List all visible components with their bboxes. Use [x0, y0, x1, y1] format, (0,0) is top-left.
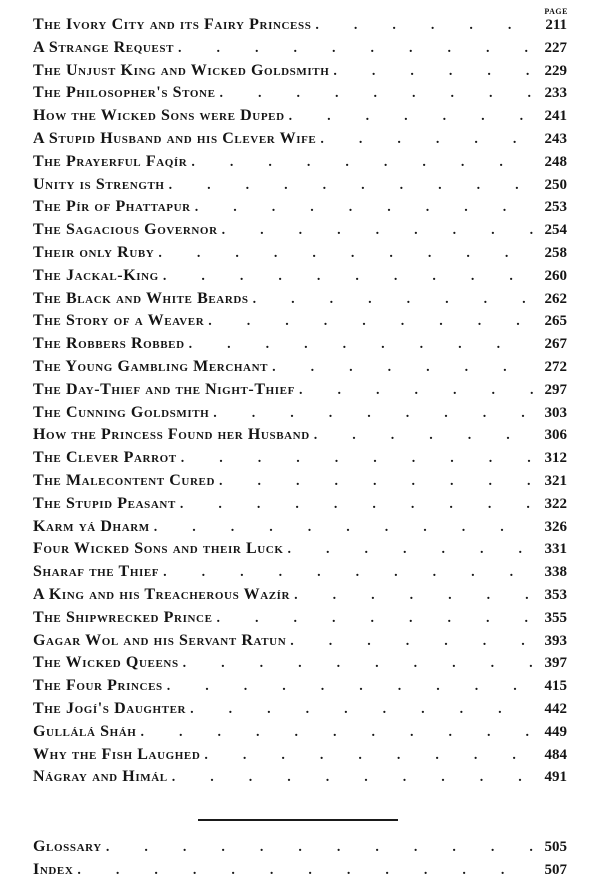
entry-page-number: 229 [544, 62, 567, 79]
dot-leader [219, 474, 533, 490]
toc-entry[interactable] [33, 176, 567, 199]
dot-leader [77, 863, 533, 879]
toc-entry[interactable] [33, 84, 567, 107]
dot-leader [195, 200, 533, 216]
toc-entry[interactable] [33, 335, 567, 358]
entry-page-number: 250 [544, 176, 567, 193]
entry-page-number: 260 [544, 267, 567, 284]
dot-leader [289, 109, 533, 125]
entry-title: The Story of a Weaver [33, 312, 205, 330]
section-divider [198, 819, 398, 821]
entry-title: The Day-Thief and the Night-Thief [33, 380, 295, 398]
dot-leader [163, 565, 533, 581]
dot-leader [178, 41, 533, 57]
entry-page-number: 312 [544, 450, 567, 467]
dot-leader [314, 428, 533, 444]
entry-page-number: 449 [544, 723, 567, 740]
dot-leader [220, 86, 533, 102]
entry-page-number: 397 [544, 655, 567, 672]
dot-leader [217, 611, 533, 627]
toc-entry[interactable] [33, 404, 567, 427]
toc-entry[interactable] [33, 472, 567, 495]
entry-title: How the Wicked Sons were Duped [33, 107, 285, 125]
entry-page-number: 267 [544, 336, 567, 353]
entry-title: Unity is Strength [33, 175, 165, 193]
dot-leader [106, 840, 533, 856]
entry-title: A Stupid Husband and his Clever Wife [33, 129, 317, 147]
dot-leader [154, 520, 533, 536]
entry-page-number: 262 [544, 290, 567, 307]
dot-leader [288, 542, 533, 558]
toc-entry[interactable] [33, 290, 567, 313]
entry-page-number: 353 [544, 586, 567, 603]
entry-page-number: 297 [544, 381, 567, 398]
entry-page-number: 393 [544, 632, 567, 649]
dot-leader [299, 383, 533, 399]
dot-leader [222, 223, 533, 239]
entry-title: Nágray and Himál [33, 768, 168, 786]
entry-page-number: 338 [544, 564, 567, 581]
dot-leader [167, 679, 533, 695]
toc-entry[interactable] [33, 130, 567, 153]
toc-entry[interactable] [33, 609, 567, 632]
toc-entry[interactable] [33, 358, 567, 381]
dot-leader [320, 132, 533, 148]
toc-entry[interactable] [33, 221, 567, 244]
entry-title: The Wicked Queens [33, 654, 179, 672]
entry-title: A King and his Treacherous Wazír [33, 585, 291, 603]
entry-title: How the Princess Found her Husband [33, 426, 310, 444]
toc-entry[interactable] [33, 153, 567, 176]
dot-leader [181, 451, 533, 467]
entry-title: Why the Fish Laughed [33, 745, 201, 763]
page-column-label: PAGE [544, 7, 568, 16]
entry-page-number: 248 [544, 153, 567, 170]
entry-title: Glossary [33, 838, 102, 855]
toc-entry[interactable] [33, 39, 567, 62]
toc-entry[interactable] [33, 449, 567, 472]
toc-entry[interactable] [33, 518, 567, 541]
entry-page-number: 491 [544, 769, 567, 786]
dot-leader [208, 314, 533, 330]
back-matter-entry[interactable] [33, 838, 567, 861]
entry-title: The Unjust King and Wicked Goldsmith [33, 61, 330, 79]
dot-leader [204, 748, 533, 764]
entry-page-number: 254 [544, 222, 567, 239]
dot-leader [253, 292, 533, 308]
toc-entry[interactable] [33, 540, 567, 563]
entry-title: Their only Ruby [33, 243, 155, 261]
entry-title: The Cunning Goldsmith [33, 403, 210, 421]
toc-entry[interactable] [33, 563, 567, 586]
dot-leader [315, 18, 533, 34]
toc-entry[interactable] [33, 586, 567, 609]
entry-page-number: 258 [544, 244, 567, 261]
contents-list [33, 16, 567, 791]
entry-title: The Sagacious Governor [33, 221, 218, 239]
entry-page-number: 243 [544, 130, 567, 147]
dot-leader [272, 360, 533, 376]
entry-page-number: 303 [544, 404, 567, 421]
dot-leader [190, 702, 533, 718]
entry-title: Gullálá Sháh [33, 722, 137, 740]
dot-leader [140, 725, 533, 741]
entry-title: The Malecontent Cured [33, 471, 216, 489]
dot-leader [163, 269, 533, 285]
entry-page-number: 265 [544, 313, 567, 330]
entry-title: The Prayerful Faqír [33, 152, 188, 170]
entry-page-number: 233 [544, 85, 567, 102]
entry-title: Gagar Wol and his Servant Ratun [33, 631, 287, 649]
back-matter-entry[interactable] [33, 861, 567, 884]
dot-leader [294, 588, 533, 604]
toc-entry[interactable] [33, 632, 567, 655]
entry-page-number: 227 [544, 39, 567, 56]
toc-entry[interactable] [33, 677, 567, 700]
entry-page-number: 321 [544, 472, 567, 489]
entry-page-number: 415 [544, 678, 567, 695]
entry-title: The Clever Parrot [33, 449, 177, 467]
entry-page-number: 322 [544, 495, 567, 512]
dot-leader [213, 406, 533, 422]
toc-entry[interactable] [33, 244, 567, 267]
entry-page-number: 505 [544, 839, 567, 855]
entry-page-number: 484 [544, 746, 567, 763]
toc-entry[interactable] [33, 700, 567, 723]
entry-title: The Stupid Peasant [33, 494, 176, 512]
toc-entry[interactable] [33, 312, 567, 335]
toc-entry[interactable] [33, 654, 567, 677]
dot-leader [290, 634, 533, 650]
entry-title: The Philosopher's Stone [33, 84, 216, 102]
entry-title: Sharaf the Thief [33, 563, 160, 581]
dot-leader [172, 770, 533, 786]
entry-title: The Shipwrecked Prince [33, 608, 213, 626]
entry-page-number: 306 [544, 427, 567, 444]
toc-entry[interactable] [33, 723, 567, 746]
entry-title: The Black and White Beards [33, 289, 249, 307]
entry-page-number: 211 [545, 17, 567, 33]
entry-page-number: 355 [544, 609, 567, 626]
entry-page-number: 442 [544, 700, 567, 717]
entry-title: The Pír of Phattapur [33, 198, 191, 216]
dot-leader [180, 497, 533, 513]
toc-entry[interactable] [33, 267, 567, 290]
toc-entry[interactable] [33, 198, 567, 221]
entry-page-number: 241 [544, 108, 567, 125]
toc-entry[interactable] [33, 16, 567, 39]
dot-leader [169, 178, 533, 194]
entry-page-number: 253 [544, 199, 567, 216]
toc-entry[interactable] [33, 107, 567, 130]
entry-page-number: 331 [544, 541, 567, 558]
entry-title: The Four Princes [33, 677, 163, 695]
entry-title: The Robbers Robbed [33, 335, 185, 353]
toc-entry[interactable] [33, 62, 567, 85]
back-matter-list [33, 838, 567, 884]
entry-title: The Jogí's Daughter [33, 699, 187, 717]
entry-page-number: 326 [544, 518, 567, 535]
dot-leader [183, 656, 533, 672]
dot-leader [333, 64, 533, 80]
toc-entry[interactable] [33, 426, 567, 449]
entry-title: The Jackal-King [33, 266, 159, 284]
entry-title: Four Wicked Sons and their Luck [33, 540, 284, 558]
dot-leader [191, 155, 533, 171]
dot-leader [158, 246, 533, 262]
entry-title: Karm yá Dharm [33, 517, 150, 535]
entry-title: The Young Gambling Merchant [33, 357, 269, 375]
toc-entry[interactable] [33, 746, 567, 769]
toc-entry[interactable] [33, 495, 567, 518]
toc-entry[interactable] [33, 768, 567, 791]
entry-title: Index [33, 860, 74, 878]
toc-entry[interactable] [33, 381, 567, 404]
dot-leader [189, 337, 533, 353]
entry-title: The Ivory City and its Fairy Princess [33, 16, 312, 33]
entry-page-number: 507 [544, 861, 567, 878]
entry-title: A Strange Request [33, 38, 175, 56]
entry-page-number: 272 [544, 358, 567, 375]
